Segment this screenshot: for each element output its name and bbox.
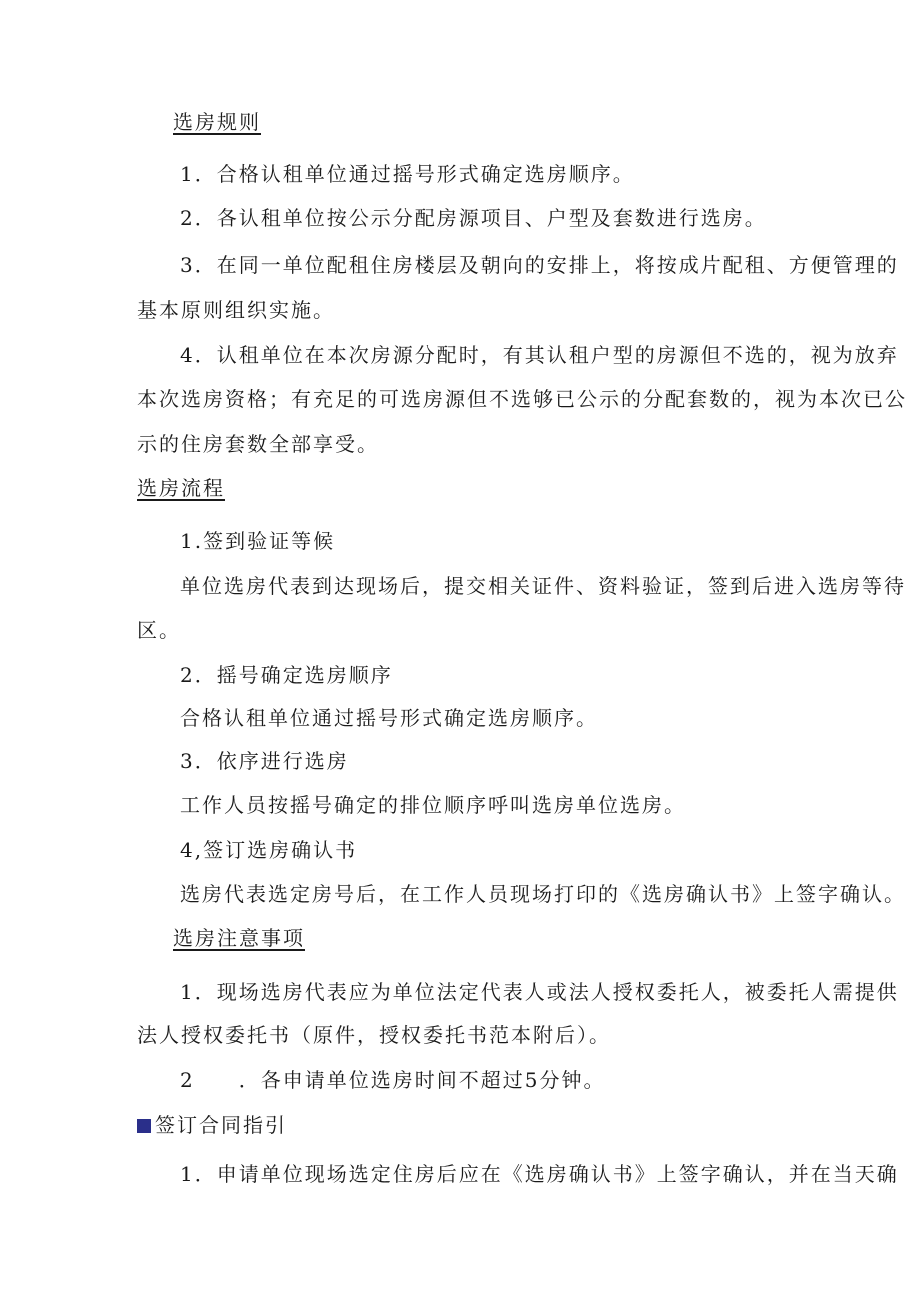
rules-item-3-cont: 基本原则组织实施。 — [137, 298, 335, 322]
rules-item-4: 4．认租单位在本次房源分配时，有其认租户型的房源但不选的，视为放弃 — [180, 343, 899, 367]
rules-item-4-cont-1: 本次选房资格；有充足的可选房源但不选够已公示的分配套数的，视为本次已公 — [137, 387, 907, 411]
rules-item-2: 2．各认租单位按公示分配房源项目、户型及套数进行选房。 — [180, 206, 767, 230]
notes-item-1-cont: 法人授权委托书（原件，授权委托书范本附后）。 — [137, 1023, 611, 1047]
notes-item-1: 1．现场选房代表应为单位法定代表人或法人授权委托人，被委托人需提供 — [180, 980, 899, 1004]
square-bullet-icon — [137, 1119, 151, 1133]
process-step-1-title: 1.签到验证等候 — [180, 529, 336, 553]
process-step-2-title: 2．摇号确定选房顺序 — [180, 663, 393, 687]
notes-item-2: 2 ．各申请单位选房时间不超过5分钟。 — [180, 1068, 606, 1092]
contract-heading-row — [137, 1113, 287, 1137]
rules-item-3: 3．在同一单位配租住房楼层及朝向的安排上，将按成片配租、方便管理的 — [180, 253, 899, 277]
process-step-1-text-cont: 区。 — [137, 618, 181, 642]
process-step-4-title: 4,签订选房确认书 — [180, 838, 358, 862]
process-step-3-text: 工作人员按摇号确定的排位顺序呼叫选房单位选房。 — [180, 793, 686, 817]
process-step-1-text: 单位选房代表到达现场后，提交相关证件、资料验证，签到后进入选房等待 — [180, 574, 906, 598]
process-step-2-text: 合格认租单位通过摇号形式确定选房顺序。 — [180, 706, 598, 730]
rules-item-4-cont-2: 示的住房套数全部享受。 — [137, 432, 379, 456]
process-step-3-title: 3．依序进行选房 — [180, 749, 349, 773]
contract-item-1: 1．申请单位现场选定住房后应在《选房确认书》上签字确认，并在当天确 — [180, 1162, 899, 1186]
notes-heading: 选房注意事项 — [173, 926, 305, 950]
rules-item-1: 1．合格认租单位通过摇号形式确定选房顺序。 — [180, 162, 635, 186]
rules-heading: 选房规则 — [173, 110, 261, 134]
process-step-4-text: 选房代表选定房号后，在工作人员现场打印的《选房确认书》上签字确认。 — [180, 882, 906, 906]
process-heading: 选房流程 — [137, 476, 225, 500]
contract-heading: 签订合同指引 — [155, 1113, 287, 1137]
